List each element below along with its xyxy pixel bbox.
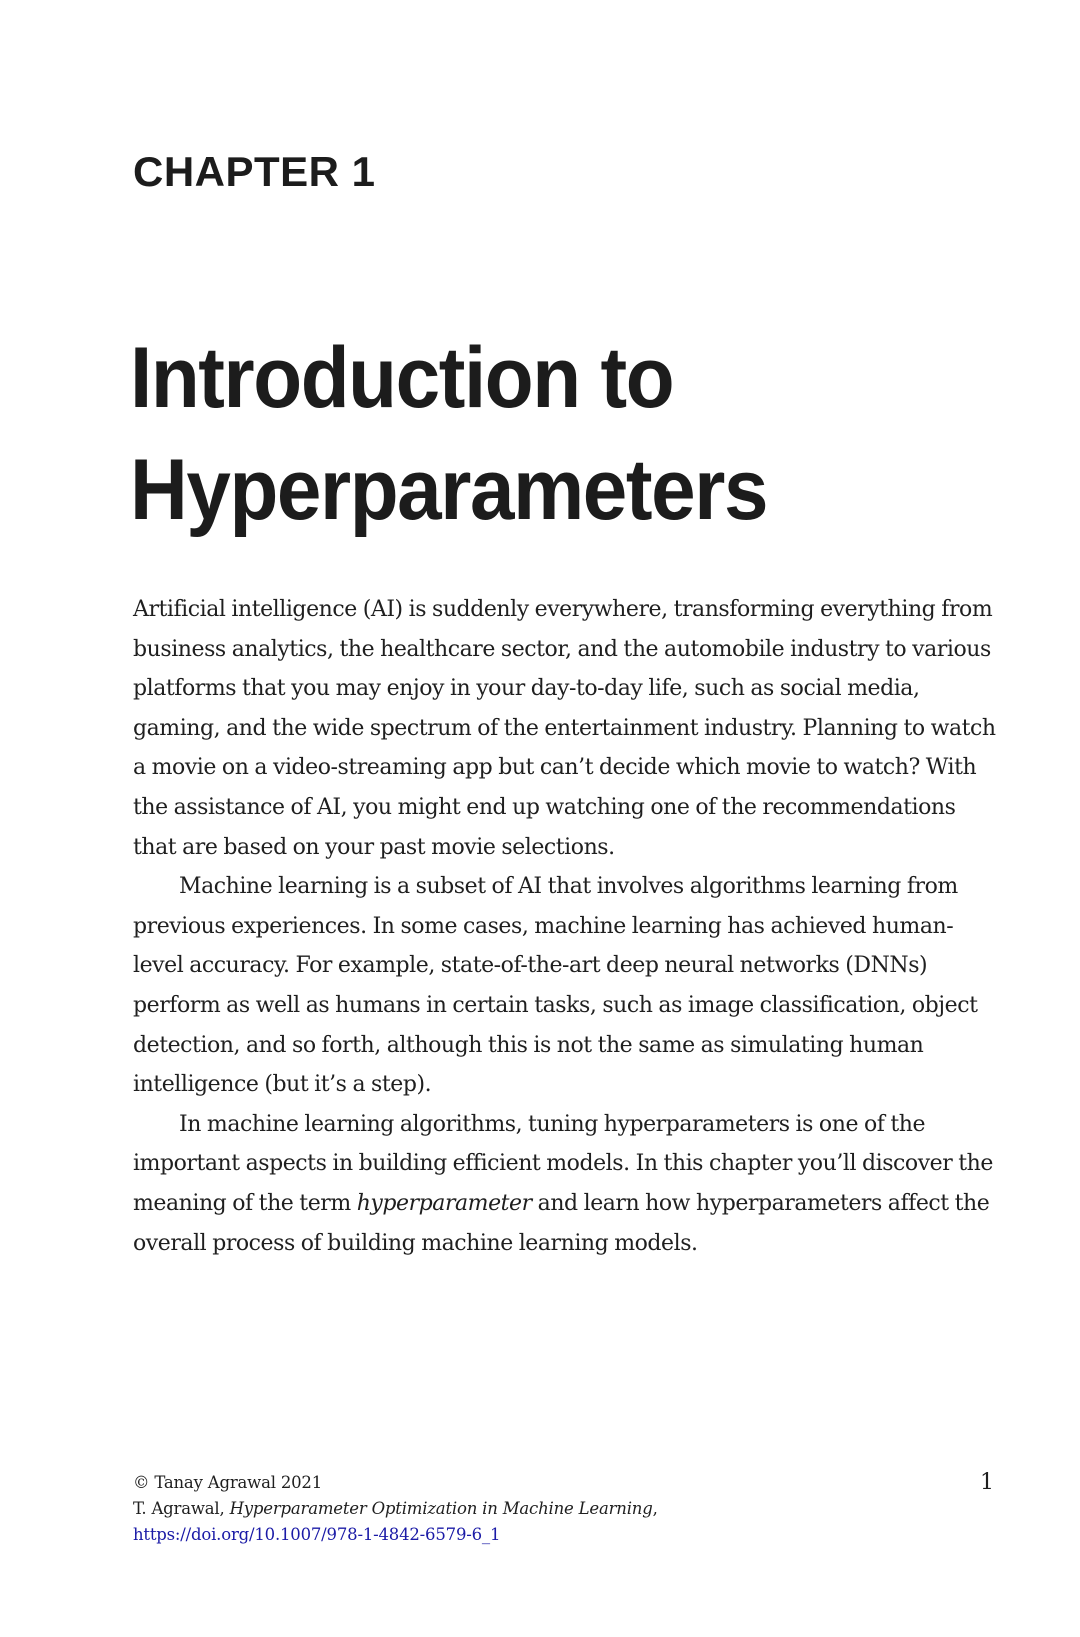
citation-line — [133, 1496, 813, 1522]
body-text — [133, 590, 1003, 1263]
chapter-title-line-2: Hyperparameters — [130, 442, 768, 538]
doi-line — [133, 1522, 813, 1548]
chapter-title — [130, 322, 767, 546]
copyright-line: © Tanay Agrawal 2021 — [133, 1473, 323, 1492]
page-number: 1 — [980, 1470, 994, 1495]
paragraph-2: Machine learning is a subset of AI that involves algorithms learning from previous experiences. In some cases, machine learning has achieved human-level accuracy. For example, state-of-the-art deep neural networks (DNNs) perform as well as humans in certain tasks, such as image classification, object detection, and so forth, although this is not the same as simulating human intelligence (but it’s a step). — [133, 874, 978, 1098]
doi-link[interactable]: https://doi.org/10.1007/978-1-4842-6579-6_1 — [133, 1525, 501, 1544]
page-footer — [133, 1470, 813, 1548]
paragraph-1: Artificial intelligence (AI) is suddenly everywhere, transforming everything from business analytics, the healthcare sector, and the automobile industry to various platforms that you may enjoy in your day-to-day life, such as social media, gaming, and the wide spectrum of the entertainment industry. Planning to watch a movie on a video-streaming app but can’t decide which movie to watch? With the assistance of AI, you might end up watching one of the recommendations that are based on your past movie selections. — [133, 597, 996, 860]
paragraph-3 — [133, 1105, 1003, 1263]
paragraph-3-text-before: In machine learning algorithms, tuning hyperparameters is one of the important aspects in building efficient models. In this chapter you’ll discover the meaning of the term — [133, 1111, 993, 1216]
citation-comma: , — [652, 1499, 658, 1518]
citation-book-title: Hyperparameter Optimization in Machine Learning — [229, 1499, 653, 1518]
chapter-title-line-1: Introduction to — [130, 330, 674, 426]
hyperparameter-term: hyperparameter — [356, 1190, 532, 1216]
citation-author: T. Agrawal, — [133, 1499, 230, 1518]
paragraph-3-text-after: and learn how hyperparameters affect the overall process of building machine learning models. — [133, 1190, 990, 1256]
chapter-label: CHAPTER 1 — [133, 148, 376, 195]
